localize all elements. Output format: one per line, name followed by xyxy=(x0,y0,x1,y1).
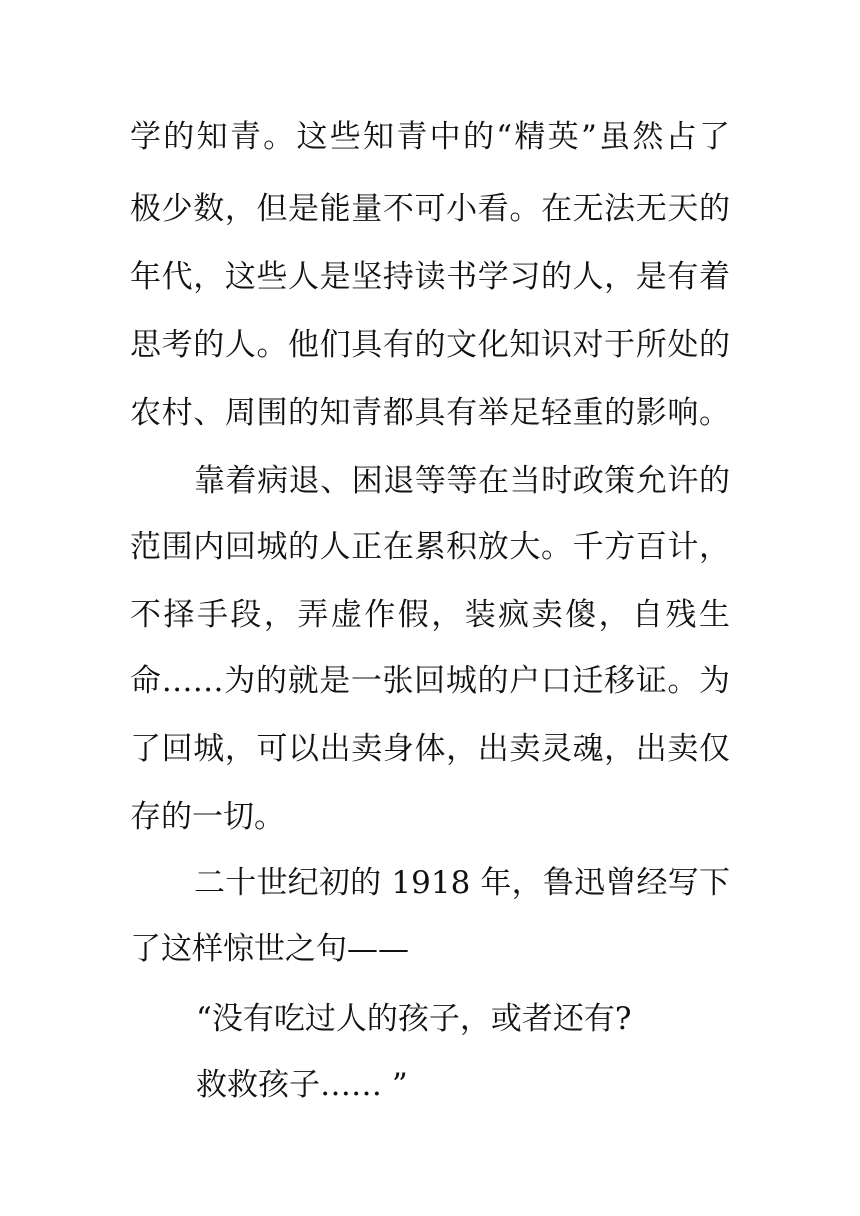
text-line-12: 二十世纪初的 1918 年，鲁迅曾经写下 xyxy=(194,865,730,901)
text-line-7: 范围内回城的人正在累积放大。千方百计， xyxy=(130,529,730,565)
text-line-10: 了回城，可以出卖身体，出卖灵魂，出卖仅 xyxy=(130,731,730,767)
text-line-6: 靠着病退、困退等等在当时政策允许的 xyxy=(194,463,730,499)
text-line-3: 年代，这些人是坚持读书学习的人，是有着 xyxy=(130,259,730,295)
text-line-9: 命……为的就是一张回城的户口迁移证。为 xyxy=(130,663,730,699)
quote-line-1: “没有吃过人的孩子，或者还有? xyxy=(196,1001,632,1037)
text-line-4: 思考的人。他们具有的文化知识对于所处的 xyxy=(130,327,730,363)
text-line-8: 不择手段，弄虚作假，装疯卖傻，自残生 xyxy=(130,597,730,633)
quote-line-2: 救救孩子…… ” xyxy=(196,1067,408,1103)
text-line-2: 极少数，但是能量不可小看。在无法无天的 xyxy=(130,191,730,227)
text-line-11: 存的一切。 xyxy=(130,799,285,835)
text-line-1: 学的知青。这些知青中的“精英”虽然占了 xyxy=(130,119,730,155)
text-line-13: 了这样惊世之句—— xyxy=(130,931,409,967)
text-line-5: 农村、周围的知青都具有举足轻重的影响。 xyxy=(130,395,730,431)
